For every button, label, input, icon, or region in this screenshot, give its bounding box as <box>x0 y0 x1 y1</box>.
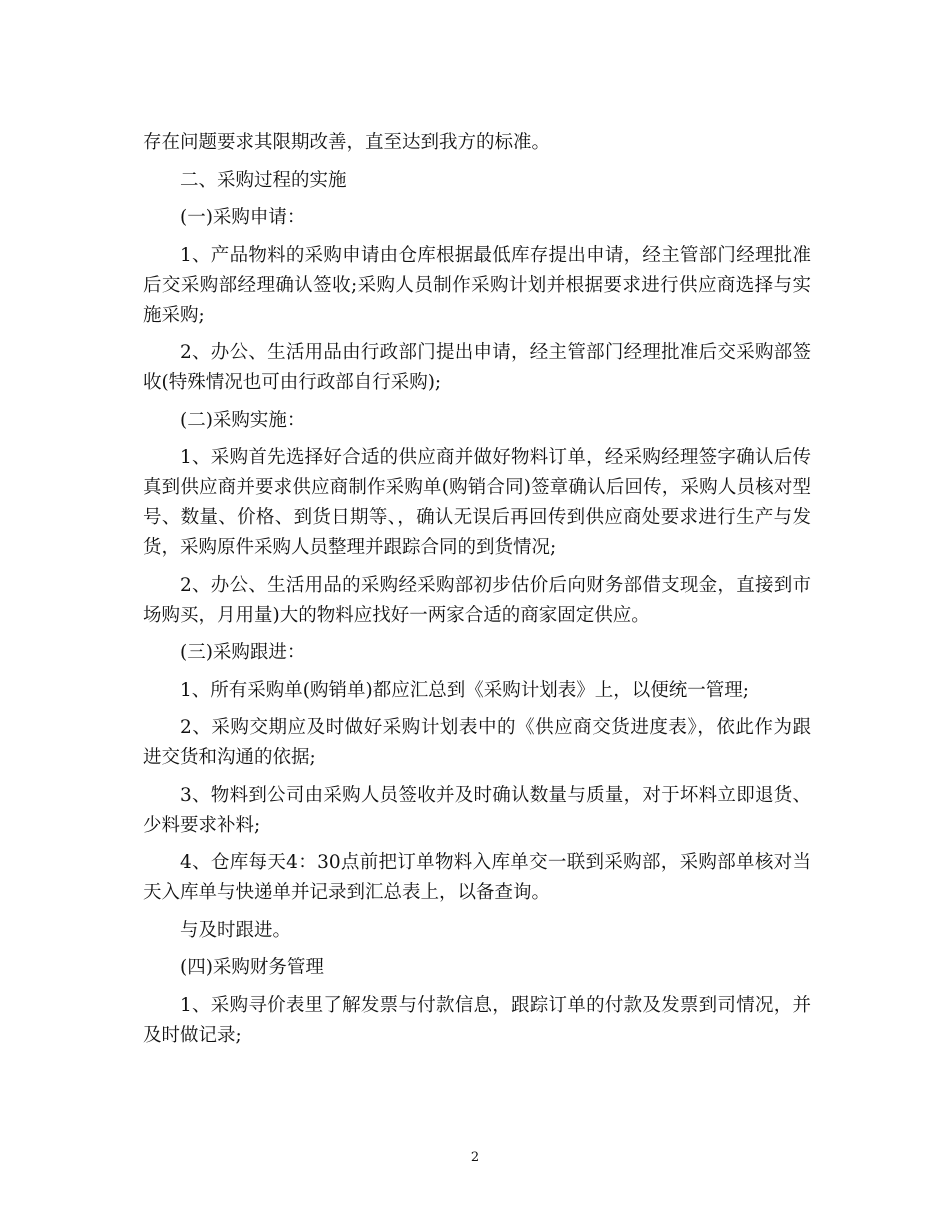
section-heading: 二、采购过程的实施 <box>180 169 347 191</box>
paragraph: 1、采购寻价表里了解发票与付款信息，跟踪订单的付款及发票到司情况，并及时做记录; <box>143 994 811 1046</box>
paragraph: 与及时跟进。 <box>180 919 292 941</box>
subsection-heading: (三)采购跟进： <box>180 642 306 663</box>
document-body <box>143 128 811 1058</box>
paragraph: 2、办公、生活用品由行政部门提出申请，经主管部门经理批准后交采购部签收(特殊情况也可由行政部自行采购); <box>143 342 811 393</box>
paragraph: 4、仓库每天4：30点前把订单物料入库单交一联到采购部，采购部单核对当天入库单与快递单并记录到汇总表上，以备查询。 <box>143 852 811 903</box>
subsection-heading: (一)采购申请： <box>180 207 306 228</box>
subsection-heading: (四)采购财务管理 <box>180 957 324 978</box>
paragraph: 存在问题要求其限期改善，直至达到我方的标准。 <box>143 132 551 153</box>
paragraph: 1、产品物料的采购申请由仓库根据最低库存提出申请，经主管部门经理批准后交采购部经理确认签收;采购人员制作采购计划并根据要求进行供应商选择与实施采购; <box>143 244 811 326</box>
subsection-heading: (二)采购实施： <box>180 409 306 431</box>
paragraph: 1、所有采购单(购销单)都应汇总到《采购计划表》上，以便统一管理; <box>180 679 749 701</box>
page-number: 2 <box>470 1150 480 1165</box>
paragraph: 1、采购首先选择好合适的供应商并做好物料订单，经采购经理签字确认后传真到供应商并要求供应商制作采购单(购销合同)签章确认后回传，采购人员核对型号、数量、价格、到货日期等、，确认无误后再回传到供应商处要求进行生产与发货，采购原件采购人员整理并跟踪合同的到货情况; <box>143 447 811 558</box>
paragraph: 2、采购交期应及时做好采购计划表中的《供应商交货进度表》，依此作为跟进交货和沟通的依据; <box>143 717 811 768</box>
paragraph: 3、物料到公司由采购人员签收并及时确认数量与质量，对于坏料立即退货、少料要求补料; <box>143 784 811 836</box>
paragraph: 2、办公、生活用品的采购经采购部初步估价后向财务部借支现金，直接到市场购买，月用量)大的物料应找好一两家合适的商家固定供应。 <box>143 574 811 626</box>
